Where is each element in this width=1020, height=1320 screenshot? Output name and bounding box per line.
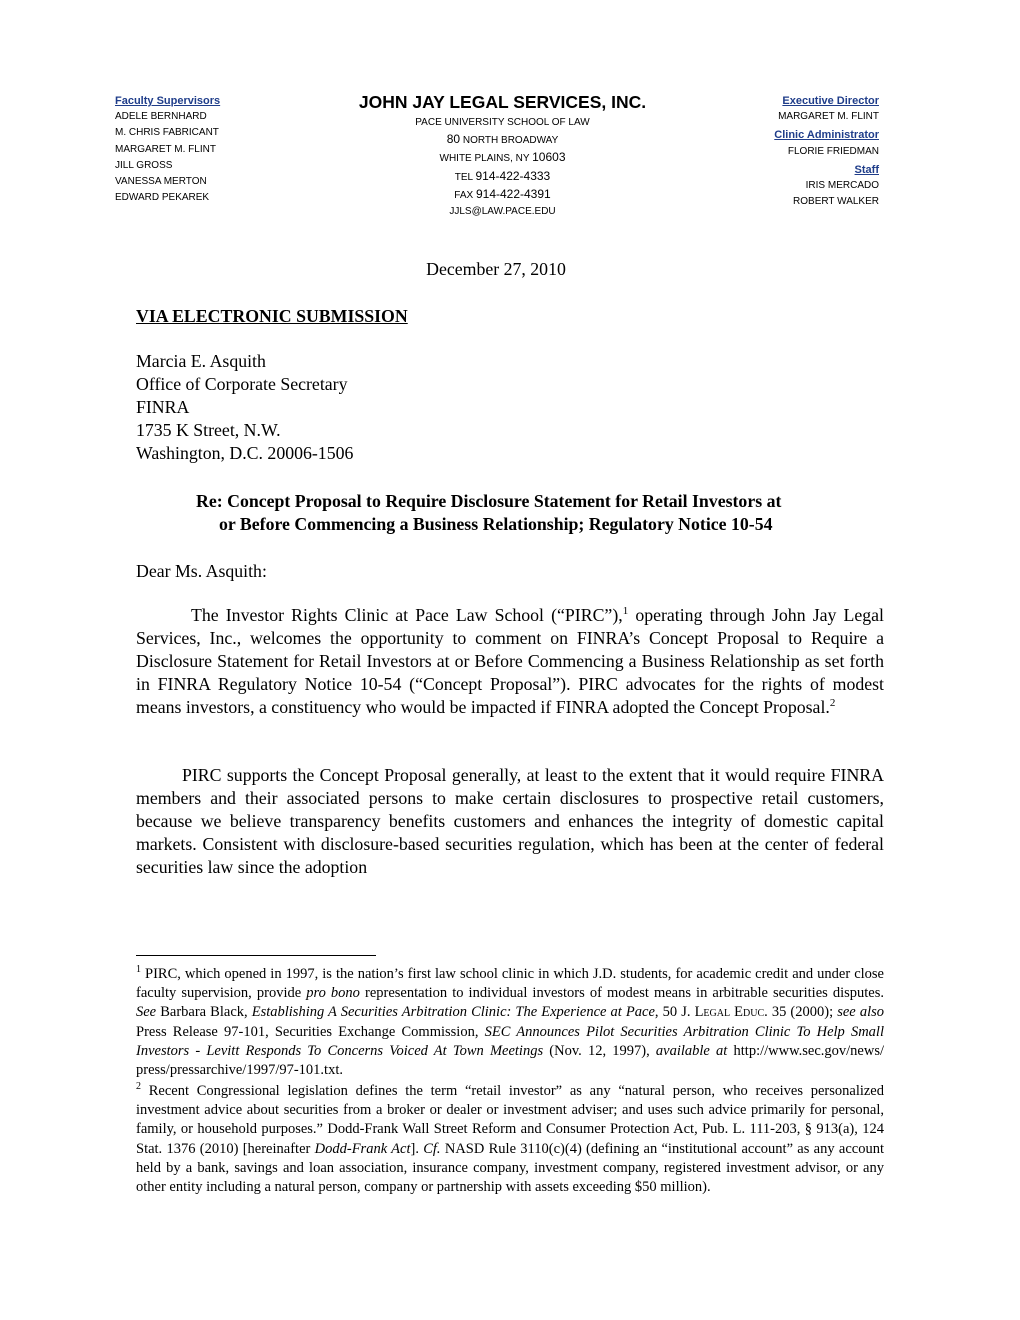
footnote-1-signal: See: [136, 1004, 157, 1021]
telephone: 914-422-4333: [475, 168, 551, 183]
footnote-2-signal: Cf.: [423, 1140, 441, 1157]
faculty-supervisors-block: [115, 93, 315, 206]
footnote-1-url: http://www.sec.gov/news/ press/pressarchive/1997/97-101.txt.: [136, 1042, 884, 1079]
telephone-line: [320, 168, 685, 186]
recipient-organization: FINRA: [136, 397, 190, 417]
delivery-method: VIA ELECTRONIC SUBMISSION: [136, 306, 408, 326]
footnote-divider: [136, 955, 376, 956]
footnote-1-signal: see also: [837, 1004, 884, 1021]
recipient-office: Office of Corporate Secretary: [136, 374, 348, 394]
staff-block: [659, 93, 879, 210]
organization-block: [320, 92, 685, 220]
faculty-heading: Faculty Supervisors: [115, 95, 221, 107]
footnote-1-text: . 35 (2000);: [764, 1004, 838, 1021]
footnote-1: [136, 965, 884, 1080]
subject-line-1: Re: Concept Proposal to Require Disclosure Statement for Retail Investors at: [196, 491, 782, 511]
subject-line: [196, 490, 876, 536]
recipient-city: Washington, D.C. 20006-1506: [136, 443, 354, 463]
recipient-address: [136, 350, 353, 465]
footnote-1-text: representation to individual investors of modest means in arbitrable securities disputes.: [359, 985, 885, 1002]
staff-member: ROBERT WALKER: [793, 196, 879, 208]
footnote-1-text: , 50 J.: [654, 1004, 695, 1021]
paragraph-1: [136, 604, 884, 719]
letter-date: December 27, 2010: [426, 259, 566, 279]
clinic-administrator-name: FLORIE FRIEDMAN: [787, 145, 879, 157]
recipient-street: 1735 K Street, N.W.: [136, 420, 281, 440]
footnote-1-journal: Legal Educ: [694, 1004, 765, 1021]
footnote-2-short-title: Dodd-Frank Act: [314, 1140, 411, 1157]
clinic-administrator-heading: Clinic Administrator: [774, 129, 879, 142]
faculty-member: EDWARD PEKAREK: [115, 192, 210, 204]
fax-label: FAX: [454, 189, 474, 201]
footnote-2-text: NASD Rule 3110(c)(4) (defining an “institutional account” as any account held by a bank, savings and loan association, insurance company, investment company, registered investment advisor, or any other entity including a natural person, company or partnership with assets exceeding $50 million).: [136, 1140, 884, 1196]
paragraph-1-text-b: operating through John Jay Legal Services, Inc., welcomes the opportunity to comment on FINRA’s Concept Proposal to Require a Disclosure Statement for Retail Investors at or Before Commencing a Business Relationship as set forth in FINRA Regulatory Notice 10-54 (“Concept Proposal”). PIRC advocates for the rights of modest means investors, a constituency who would be impacted if FINRA adopted the Concept Proposal.: [136, 605, 884, 717]
footnote-1-text: PIRC, which opened in 1997, is the nation’s first law school clinic in which J.D. students, for academic credit and under close faculty supervision, provide: [136, 966, 884, 1002]
staff-member: IRIS MERCADO: [805, 180, 879, 192]
subject-line-2: or Before Commencing a Business Relationship; Regulatory Notice 10-54: [219, 514, 773, 534]
faculty-member: ADELE BERNHARD: [115, 111, 207, 123]
fax: 914-422-4391: [475, 186, 551, 201]
faculty-member: VANESSA MERTON: [115, 176, 207, 188]
street-name: NORTH BROADWAY: [462, 135, 559, 147]
executive-director-name: MARGARET M. FLINT: [778, 111, 879, 123]
street-number: 80: [446, 132, 461, 147]
footnote-2-text: ].: [410, 1140, 424, 1157]
school-name: PACE UNIVERSITY SCHOOL OF LAW: [415, 117, 590, 128]
footnote-1-signal: available at: [655, 1042, 728, 1059]
recipient-name: Marcia E. Asquith: [136, 351, 266, 371]
salutation: Dear Ms. Asquith:: [136, 561, 267, 581]
footnote-1-text: Press Release 97-101, Securities Exchange Commission,: [136, 1023, 485, 1040]
fax-line: [320, 186, 685, 204]
city: WHITE PLAINS, NY: [439, 153, 530, 165]
footnote-1-italic: pro bono: [306, 985, 360, 1002]
footnote-ref-1: 1: [622, 605, 629, 617]
faculty-member: JILL GROSS: [115, 159, 173, 171]
faculty-member: M. CHRIS FABRICANT: [115, 127, 219, 139]
organization-name: JOHN JAY LEGAL SERVICES, INC.: [358, 92, 647, 112]
footnote-1-text: (Nov. 12, 1997),: [543, 1042, 656, 1059]
faculty-member: MARGARET M. FLINT: [115, 143, 216, 155]
footnote-1-release-title: SEC Announces Pilot Securities Arbitration Clinic To Help Small Investors - Levitt Responds To Concerns Voiced At Town Meetings: [136, 1023, 884, 1059]
footnote-1-number: 1: [136, 964, 141, 975]
footnote-1-article-title: Establishing A Securities Arbitration Clinic: The Experience at Pace: [251, 1004, 655, 1021]
city-line: [320, 149, 685, 167]
email: JJLS@LAW.PACE.EDU: [449, 206, 556, 218]
footnote-ref-2: 2: [829, 697, 836, 709]
footnote-1-text: Barbara Black,: [156, 1004, 252, 1021]
street-address: [320, 131, 685, 149]
tel-label: TEL: [454, 171, 473, 183]
footnote-2: [136, 1082, 884, 1197]
paragraph-1-text-a: The Investor Rights Clinic at Pace Law School (“PIRC”),: [191, 605, 623, 625]
footnote-2-text: Recent Congressional legislation defines the term “retail investor” as any “natural person, who receives personalized investment advice about securities from a broker or dealer or investment adviser; and uses such advice primarily for personal, family, or household purposes.” Dodd-Frank Wall Street Reform and Consumer Protection Act, Pub. L. 111-203, § 913(a), 124 Stat. 1376 (2010) [hereinafter: [136, 1083, 884, 1157]
executive-director-heading: Executive Director: [782, 95, 879, 107]
zip: 10603: [532, 150, 566, 165]
paragraph-2: PIRC supports the Concept Proposal generally, at least to the extent that it would require FINRA members and their associated persons to make certain disclosures to prospective retail customers, because we believe transparency benefits customers and enhances the integrity of domestic capital markets. Consistent with disclosure-based securities regulation, which has been at the center of federal securities law since the adoption: [136, 765, 884, 877]
staff-heading: Staff: [854, 163, 879, 176]
footnote-2-number: 2: [136, 1081, 141, 1092]
